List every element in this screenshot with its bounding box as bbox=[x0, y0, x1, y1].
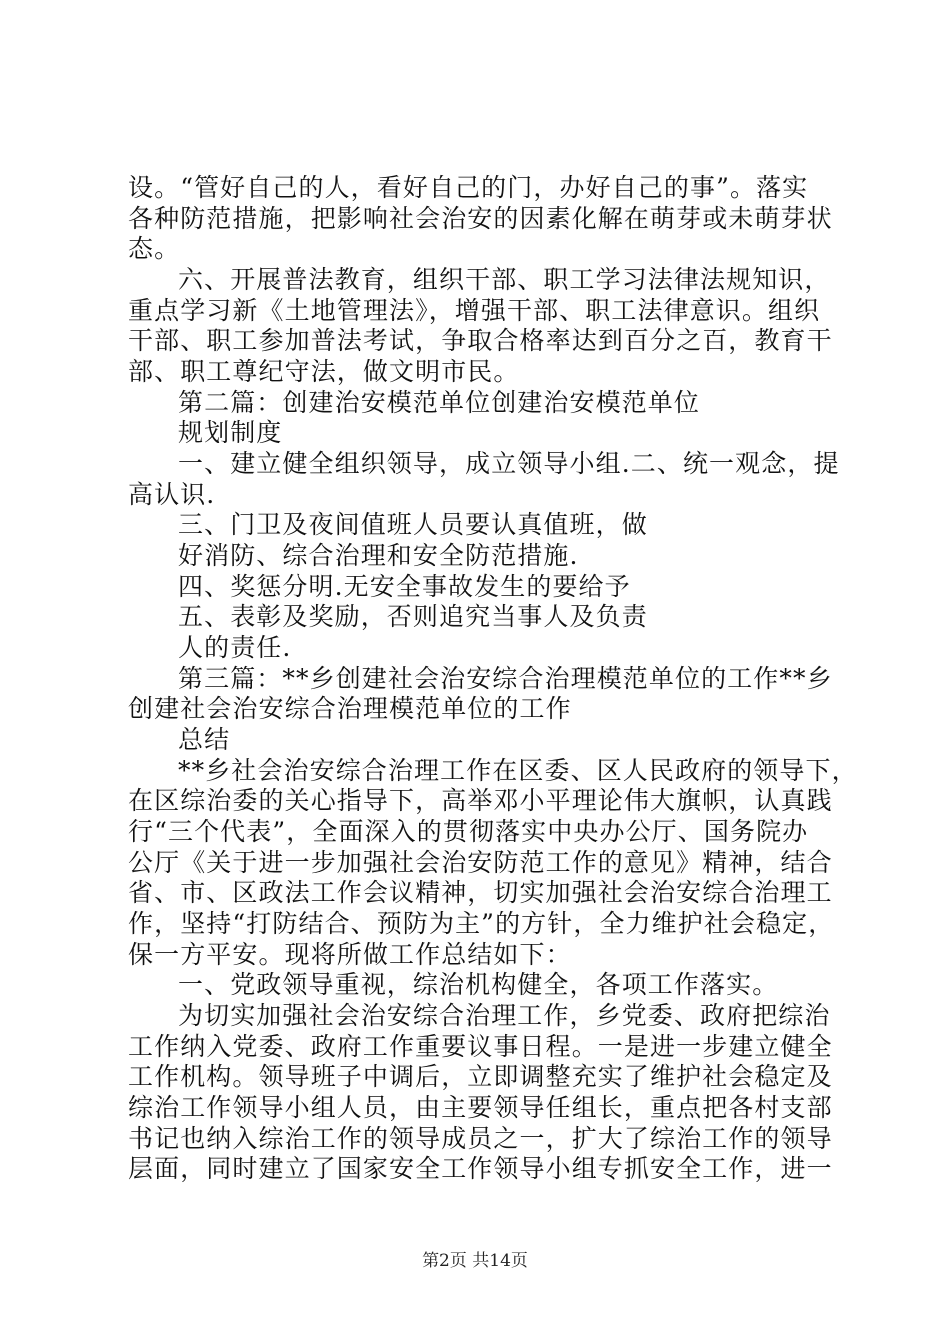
text-line: 三、门卫及夜间值班人员要认真值班，做 bbox=[178, 510, 648, 539]
text-line: 人的责任. bbox=[178, 633, 292, 662]
text-line: 一、党政领导重视，综治机构健全，各项工作落实。 bbox=[178, 970, 779, 999]
text-line: 四、奖惩分明.无安全事故发生的要给予 bbox=[178, 572, 631, 601]
text-line: 总结 bbox=[178, 725, 231, 754]
text-line: 为切实加强社会治安综合治理工作，乡党委、政府把综治 bbox=[178, 1001, 831, 1030]
text-line: 好消防、综合治理和安全防范措施. bbox=[178, 541, 579, 570]
text-line: 六、开展普法教育，组织干部、职工学习法律法规知识， bbox=[178, 265, 831, 294]
text-line: 工作纳入党委、政府工作重要议事日程。一是进一步建立健全 bbox=[128, 1032, 833, 1061]
section-heading: 创建社会治安综合治理模范单位的工作 bbox=[128, 694, 572, 723]
text-line: 工作机构。领导班子中调后，立即调整充实了维护社会稳定及 bbox=[128, 1062, 833, 1091]
text-line: 省、市、区政法工作会议精神，切实加强社会治安综合治理工 bbox=[128, 878, 833, 907]
text-line: 行“三个代表”，全面深入的贯彻落实中央办公厅、国务院办 bbox=[128, 817, 809, 846]
text-line: 规划制度 bbox=[178, 418, 283, 447]
text-line: 态。 bbox=[128, 234, 181, 263]
text-line: 综治工作领导小组人员，由主要领导任组长，重点把各村支部 bbox=[128, 1093, 833, 1122]
text-line: 保一方平安。现将所做工作总结如下： bbox=[128, 940, 572, 969]
text-line: 公厅《关于进一步加强社会治安防范工作的意见》精神，结合 bbox=[128, 848, 833, 877]
text-line: 在区综治委的关心指导下，高举邓小平理论伟大旗帜，认真践 bbox=[128, 786, 833, 815]
section-heading: 第三篇：**乡创建社会治安综合治理模范单位的工作**乡 bbox=[178, 664, 833, 693]
text-line: 一、建立健全组织领导，成立领导小组.二、统一观念，提 bbox=[178, 449, 840, 478]
text-line: 书记也纳入综治工作的领导成员之一，扩大了综治工作的领导 bbox=[128, 1124, 833, 1153]
text-line: 各种防范措施，把影响社会治安的因素化解在萌芽或未萌芽状 bbox=[128, 204, 833, 233]
text-line: 高认识. bbox=[128, 480, 216, 509]
text-line: 干部、职工参加普法考试，争取合格率达到百分之百，教育干 bbox=[128, 326, 833, 355]
text-line: 设。“管好自己的人，看好自己的门，办好自己的事”。落实 bbox=[128, 173, 809, 202]
text-line: 五、表彰及奖励，否则追究当事人及负责 bbox=[178, 602, 648, 631]
text-line: 部、职工尊纪守法，做文明市民。 bbox=[128, 357, 520, 386]
text-line: **乡社会治安综合治理工作在区委、区人民政府的领导下， bbox=[178, 756, 858, 785]
text-line: 作，坚持“打防结合、预防为主”的方针，全力维护社会稳定， bbox=[128, 909, 835, 938]
text-line: 层面，同时建立了国家安全工作领导小组专抓安全工作，进一 bbox=[128, 1154, 833, 1183]
page-footer: 第2页 共14页 bbox=[422, 1251, 528, 1271]
text-line: 重点学习新《土地管理法》，增强干部、职工法律意识。组织 bbox=[128, 296, 821, 325]
section-heading: 第二篇：创建治安模范单位创建治安模范单位 bbox=[178, 388, 701, 417]
